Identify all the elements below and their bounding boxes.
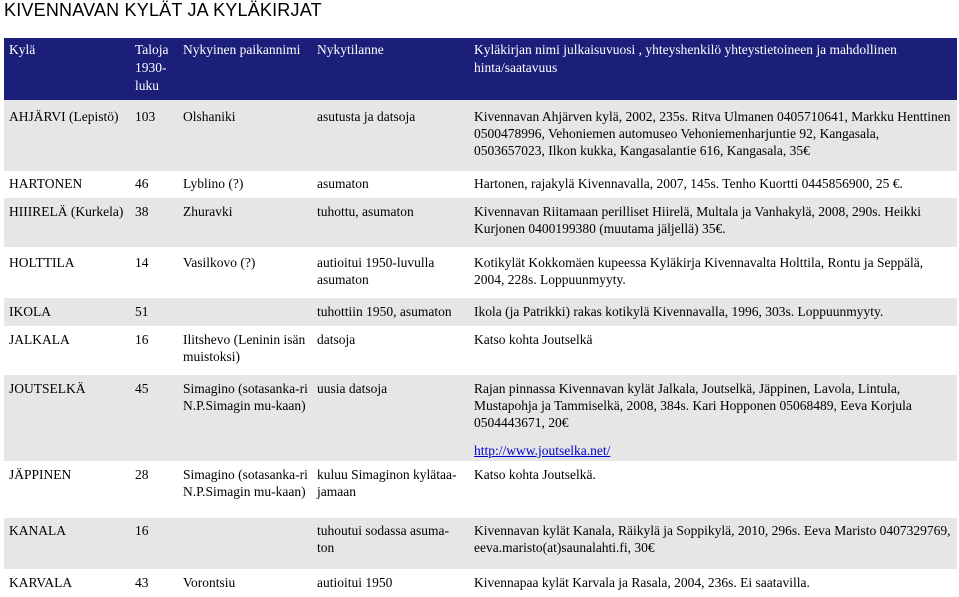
cell-nykyinen [178,461,312,518]
kylakirja-text: Kivennapaa kylät Karvala ja Rasala, 2004, 236s. Ei saatavilla. [474,575,810,590]
cell-tilanne [312,247,469,298]
kyla-text: HOLTTILA [9,255,75,270]
cell-kyla [4,326,130,375]
nykyinen-text: Olshaniki [183,109,236,124]
kylakirja-text: Kivennavan kylät Kanala, Räikylä ja Soppikylä, 2010, 296s. Eeva Maristo 0407329769, eeva.maristo(at)saunalahti.fi, 30€ [474,523,951,555]
cell-taloja [130,461,178,518]
tilanne-text: tuhottiin 1950, asumaton [317,304,452,319]
kyla-text: HIIIRELÄ (Kurkela) [9,204,124,219]
cell-taloja [130,100,178,171]
cell-taloja [130,298,178,326]
taloja-text: 45 [135,381,149,396]
cell-kylakirja [469,569,957,597]
cell-nykyinen [178,100,312,171]
kylakirja-text: Katso kohta Joutselkä [474,332,593,347]
cell-kyla [4,247,130,298]
kylakirja-text: Katso kohta Joutselkä. [474,467,596,482]
table-row [4,171,957,198]
cell-tilanne [312,375,469,461]
tilanne-text: asumaton [317,176,369,191]
taloja-text: 43 [135,575,149,590]
cell-tilanne [312,326,469,375]
kylakirja-text: Kotikylät Kokkomäen kupeessa Kyläkirja Kivennavalta Holttila, Rontu ja Seppälä, 2004, 228s. Loppuunmyyty. [474,255,924,287]
cell-taloja [130,375,178,461]
header-kylakirja: Kyläkirjan nimi julkaisuvuosi , yhteyshenkilö yhteystietoineen ja mahdollinen hinta/saatavuus [469,38,957,100]
table-row [4,518,957,569]
cell-kylakirja [469,247,957,298]
cell-nykyinen [178,375,312,461]
page-title: KIVENNAVAN KYLÄT JA KYLÄKIRJAT [4,0,322,20]
cell-kylakirja [469,298,957,326]
header-row [4,38,957,100]
cell-kyla [4,518,130,569]
kylakirja-text: Kivennavan Ahjärven kylä, 2002, 235s. Ritva Ulmanen 0405710641, Markku Henttinen 0500478996, Vehoniemen automuseo Vehoniemenharjuntie 92, Kangasala, 0503657023, Ilkon kukka, Kangasalantie 616, Kangasala, 35€ [474,109,951,158]
nykyinen-text: Lyblino (?) [183,176,244,191]
cell-kyla [4,198,130,247]
cell-taloja [130,198,178,247]
cell-taloja [130,171,178,198]
cell-kyla [4,375,130,461]
tilanne-text: asutusta ja datsoja [317,109,416,124]
nykyinen-text: Simagino (sotasanka-ri N.P.Simagin mu-kaan) [183,467,308,499]
kyla-text: KARVALA [9,575,73,590]
table-row [4,198,957,247]
cell-kylakirja [469,100,957,171]
cell-taloja [130,518,178,569]
nykyinen-text: Zhuravki [183,204,233,219]
tilanne-text: autioitui 1950 [317,575,393,590]
villages-table [4,38,957,597]
cell-tilanne [312,171,469,198]
taloja-text: 46 [135,176,149,191]
nykyinen-text: Simagino (sotasanka-ri N.P.Simagin mu-kaan) [183,381,308,413]
taloja-text: 16 [135,523,149,538]
cell-tilanne [312,298,469,326]
kyla-text: IKOLA [9,304,51,319]
cell-nykyinen [178,298,312,326]
taloja-text: 16 [135,332,149,347]
cell-nykyinen [178,247,312,298]
cell-kyla [4,569,130,597]
kylakirja-text: Hartonen, rajakylä Kivennavalla, 2007, 145s. Tenho Kuortti 0445856900, 25 €. [474,176,903,191]
tilanne-text: kuluu Simaginon kylätaa-jamaan [317,467,457,499]
kyla-text: HARTONEN [9,176,83,191]
header-nykyinen: Nykyinen paikannimi [178,38,312,100]
tilanne-text: uusia datsoja [317,381,388,396]
table-row [4,326,957,375]
cell-tilanne [312,518,469,569]
kylakirja-text: Kivennavan Riitamaan perilliset Hiirelä, Multala ja Vanhakylä, 2008, 290s. Heikki Kurjonen 0400199380 (muutama jäljellä) 35€. [474,204,922,236]
tilanne-text: tuhoutui sodassa asuma-ton [317,523,449,555]
cell-nykyinen [178,569,312,597]
table-row [4,100,957,171]
taloja-text: 51 [135,304,149,319]
taloja-text: 103 [135,109,156,124]
tilanne-text: datsoja [317,332,356,347]
cell-nykyinen [178,518,312,569]
cell-kyla [4,461,130,518]
kylakirja-text: Ikola (ja Patrikki) rakas kotikylä Kivennavalla, 1996, 303s. Loppuunmyyty. [474,304,884,319]
taloja-text: 14 [135,255,149,270]
tilanne-text: tuhottu, asumaton [317,204,414,219]
website-link[interactable]: http://www.joutselka.net/ [474,443,611,458]
cell-tilanne [312,100,469,171]
kylakirja-text: Rajan pinnassa Kivennavan kylät Jalkala, Joutselkä, Jäppinen, Lavola, Lintula, Mustapohja ja Tammiselkä, 2008, 384s. Kari Hopponen 05068489, Eeva Korjula 0504443671, 20€ [474,381,912,430]
cell-nykyinen [178,171,312,198]
taloja-text: 38 [135,204,149,219]
cell-kylakirja [469,198,957,247]
cell-kylakirja [469,518,957,569]
cell-kylakirja [469,461,957,518]
kyla-text: JÄPPINEN [9,467,72,482]
cell-taloja [130,326,178,375]
cell-tilanne [312,569,469,597]
nykyinen-text: Vasilkovo (?) [183,255,256,270]
cell-nykyinen [178,326,312,375]
table-row [4,375,957,461]
cell-kylakirja [469,375,957,461]
cell-kyla [4,100,130,171]
table-row [4,461,957,518]
taloja-text: 28 [135,467,149,482]
header-tilanne: Nykytilanne [312,38,469,100]
cell-kylakirja [469,171,957,198]
tilanne-text: autioitui 1950-luvulla asumaton [317,255,435,287]
nykyinen-text: Vorontsiu [183,575,236,590]
cell-taloja [130,247,178,298]
header-kyla: Kylä [4,38,130,100]
table-row [4,569,957,597]
kyla-text: KANALA [9,523,66,538]
cell-kylakirja [469,326,957,375]
cell-tilanne [312,198,469,247]
cell-tilanne [312,461,469,518]
cell-taloja [130,569,178,597]
kyla-text: AHJÄRVI (Lepistö) [9,109,119,124]
kyla-text: JOUTSELKÄ [9,381,86,396]
nykyinen-text: Ilitshevo (Leninin isän muistoksi) [183,332,306,364]
cell-kyla [4,171,130,198]
header-taloja: Taloja 1930-luku [130,38,178,100]
cell-nykyinen [178,198,312,247]
kyla-text: JALKALA [9,332,70,347]
cell-kyla [4,298,130,326]
table-row [4,298,957,326]
table-row [4,247,957,298]
